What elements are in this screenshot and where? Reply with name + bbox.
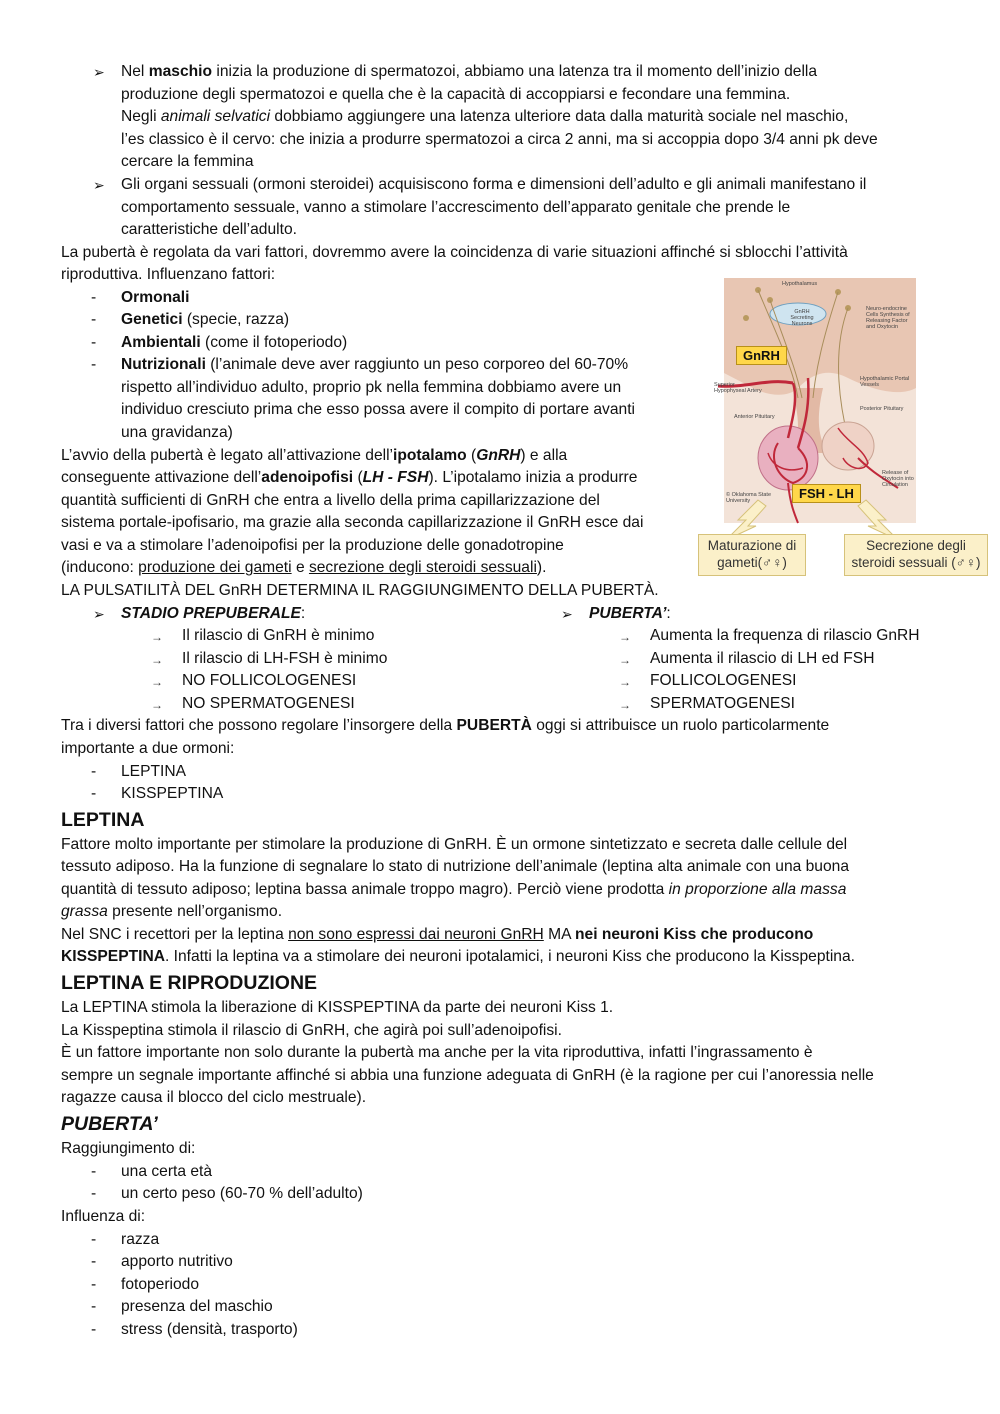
arrow-icon: → [619, 675, 631, 689]
text-line: l’es classico è il cervo: che inizia a produrre spermatozoi a circa 2 anni, ma si accoppia dopo 3/4 anni pk deve [121, 131, 878, 148]
list-item: SPERMATOGENESI [650, 695, 795, 712]
list-item: apporto nutritivo [121, 1253, 233, 1270]
text-line: vasi e va a stimolare l’adenoipofisi per la produzione delle gonadotropine [61, 537, 564, 554]
bullet-icon: ➢ [93, 177, 105, 193]
text-line: una gravidanza) [121, 424, 233, 441]
list-item: Ambientali (come il fotoperiodo) [121, 334, 348, 351]
arrow-icon: → [151, 630, 163, 644]
text-line: quantità di tessuto adiposo; leptina bassa animale troppo magro). Perciò viene prodotta in proporzione alla massa [61, 881, 847, 898]
list-item: NO FOLLICOLOGENESI [182, 672, 357, 689]
list-item: Aumenta il rilascio di LH ed FSH [650, 650, 875, 667]
posterior-pituitary-caption: Posterior Pituitary [860, 406, 904, 412]
bullet-icon: ➢ [93, 606, 105, 622]
list-item: un certo peso (60-70 % dell’adulto) [121, 1185, 363, 1202]
text-line: grassa presente nell’organismo. [61, 903, 283, 920]
text-line: conseguente attivazione dell’adenoipofisi (LH - FSH). L’ipotalamo inizia a produrre [61, 469, 638, 486]
text-line: sempre un segnale importante affinché si abbia una funzione adeguata di GnRH (è la ragione per cui l’anoressia nelle [61, 1067, 874, 1084]
text-line: sistema portale-ipofisario, ma grazie alla seconda capillarizzazione il GnRH esce dai [61, 514, 644, 531]
text-line: Influenza di: [61, 1208, 146, 1225]
hypothalamus-caption: Hypothalamus [782, 281, 818, 287]
anterior-pituitary-caption: Anterior Pituitary [734, 414, 775, 420]
dash-marker: - [91, 1185, 97, 1202]
text-line: riproduttiva. Influenzano fattori: [61, 266, 276, 283]
bullet-icon: ➢ [561, 606, 573, 622]
arrow-icon: → [619, 653, 631, 667]
text-line: La pubertà è regolata da vari fattori, dovremmo avere la coincidenza di varie situazioni affinché si sblocchi l’attività [61, 244, 848, 261]
text-line: È un fattore importante non solo durante la pubertà ma anche per la vita riproduttiva, infatti l’ingrassamento è [61, 1044, 813, 1061]
dash-marker: - [91, 1321, 97, 1338]
steroid-secretion-box: Secrezione degli steroidi sessuali (♂♀) [844, 534, 988, 576]
list-item: NO SPERMATOGENESI [182, 695, 355, 712]
gnrh-label: GnRH [736, 346, 787, 365]
list-item: Il rilascio di LH-FSH è minimo [182, 650, 388, 667]
list-item: Genetici (specie, razza) [121, 311, 290, 328]
text-line: La LEPTINA stimola la liberazione di KISSPEPTINA da parte dei neuroni Kiss 1. [61, 999, 614, 1016]
neuroendocrine-caption: Neuro-endocrine Cells Synthesis of Releasing Factor and Oxytocin [866, 306, 910, 330]
text-line: importante a due ormoni: [61, 740, 235, 757]
text-line: Nel SNC i recettori per la leptina non sono espressi dai neuroni GnRH MA nei neuroni Kiss che producono [61, 926, 814, 943]
text-line: cercare la femmina [121, 153, 254, 170]
list-item: Il rilascio di GnRH è minimo [182, 627, 375, 644]
list-item: Nutrizionali (l’animale deve aver raggiunto un peso corporeo del 60-70% [121, 356, 629, 373]
dash-marker: - [91, 1298, 97, 1315]
dash-marker: - [91, 763, 97, 780]
text-line: Nel maschio inizia la produzione di spermatozoi, abbiamo una latenza tra il momento dell’inizio della [121, 63, 818, 80]
list-item: LEPTINA [121, 763, 186, 780]
dash-marker: - [91, 1163, 97, 1180]
text-line: rispetto all’individuo adulto, proprio pk nella femmina dobbiamo avere un [121, 379, 622, 396]
text-line: individuo cresciuto prima che esso possa avere il compito di portare avanti [121, 401, 635, 418]
text-line: caratteristiche dell’adulto. [121, 221, 297, 238]
list-item: KISSPEPTINA [121, 785, 224, 802]
arrow-icon: → [151, 675, 163, 689]
text-line: Fattore molto importante per stimolare la produzione di GnRH. È un ormone sintetizzato e secreta dalle cellule del [61, 836, 848, 853]
text-line: comportamento sessuale, vanno a stimolare l’accrescimento dell’apparato genitale che prende le [121, 199, 791, 216]
dash-marker: - [91, 334, 97, 351]
pituitary-diagram-svg [698, 278, 988, 576]
section-heading: LEPTINA [61, 809, 145, 831]
copyright-caption: © Oklahoma State University [726, 492, 772, 504]
pituitary-figure [698, 278, 988, 576]
text-line: quantità sufficienti di GnRH che entra a livello della prima capillarizzazione del [61, 492, 600, 509]
text-line: Negli animali selvatici dobbiamo aggiungere una latenza ulteriore data dalla maturità sociale nel maschio, [121, 108, 849, 125]
list-item: fotoperiodo [121, 1276, 200, 1293]
dash-marker: - [91, 1253, 97, 1270]
list-item: Aumenta la frequenza di rilascio GnRH [650, 627, 920, 644]
gamete-maturation-box: Maturazione di gameti(♂♀) [698, 534, 806, 576]
text-line: KISSPEPTINA. Infatti la leptina va a stimolare dei neuroni ipotalamici, i neuroni Kiss che producono la Kisspeptina. [61, 948, 855, 965]
text-line: (inducono: produzione dei gameti e secrezione degli steroidi sessuali). [61, 559, 547, 576]
dash-marker: - [91, 311, 97, 328]
text-line: tessuto adiposo. Ha la funzione di segnalare lo stato di nutrizione dell’animale (leptina alta animale con una buona [61, 858, 849, 875]
text-line: La Kisspeptina stimola il rilascio di GnRH, che agirà poi sull’adenoipofisi. [61, 1022, 562, 1039]
artery-caption: Superior Hypophyseal Artery [714, 382, 762, 394]
portal-vessels-caption: Hypothalamic Portal Vessels [860, 376, 910, 388]
list-item: una certa età [121, 1163, 213, 1180]
bullet-icon: ➢ [93, 64, 105, 80]
arrow-icon: → [619, 698, 631, 712]
arrow-icon: → [151, 698, 163, 712]
list-item: presenza del maschio [121, 1298, 273, 1315]
dash-marker: - [91, 1276, 97, 1293]
arrow-icon: → [619, 630, 631, 644]
dash-marker: - [91, 289, 97, 306]
text-line: Raggiungimento di: [61, 1140, 196, 1157]
dash-marker: - [91, 1231, 97, 1248]
text-line: L’avvio della pubertà è legato all’attivazione dell’ipotalamo (GnRH) e alla [61, 447, 568, 464]
text-line: Gli organi sessuali (ormoni steroidei) acquisiscono forma e dimensioni dell’adulto e gli animali manifestano il [121, 176, 867, 193]
text-line: ragazze causa il blocco del ciclo mestruale). [61, 1089, 367, 1106]
dash-marker: - [91, 785, 97, 802]
text-line: Tra i diversi fattori che possono regolare l’insorgere della PUBERTÀ oggi si attribuisce un ruolo particolarmente [61, 717, 830, 734]
dash-marker: - [91, 356, 97, 373]
gnrh-neurons-caption: GnRH Secreting Neurons [790, 309, 814, 327]
puberty-title: PUBERTA’: [589, 605, 671, 622]
list-item: FOLLICOLOGENESI [650, 672, 797, 689]
prepubertal-title: STADIO PREPUBERALE: [121, 605, 306, 622]
oxytocin-release-caption: Release of Oxytocin into Circulation [882, 470, 914, 488]
text-line: LA PULSATILITÀ DEL GnRH DETERMINA IL RAGGIUNGIMENTO DELLA PUBERTÀ. [61, 582, 659, 599]
section-heading: PUBERTA’ [61, 1113, 158, 1135]
list-item: Ormonali [121, 289, 190, 306]
list-item: razza [121, 1231, 160, 1248]
list-item: stress (densità, trasporto) [121, 1321, 298, 1338]
text-line: produzione degli spermatozoi e quella che è la capacità di accoppiarsi e fecondare una femmina. [121, 86, 791, 103]
arrow-icon: → [151, 653, 163, 667]
section-heading: LEPTINA E RIPRODUZIONE [61, 972, 318, 994]
fsh-lh-label: FSH - LH [792, 484, 861, 503]
